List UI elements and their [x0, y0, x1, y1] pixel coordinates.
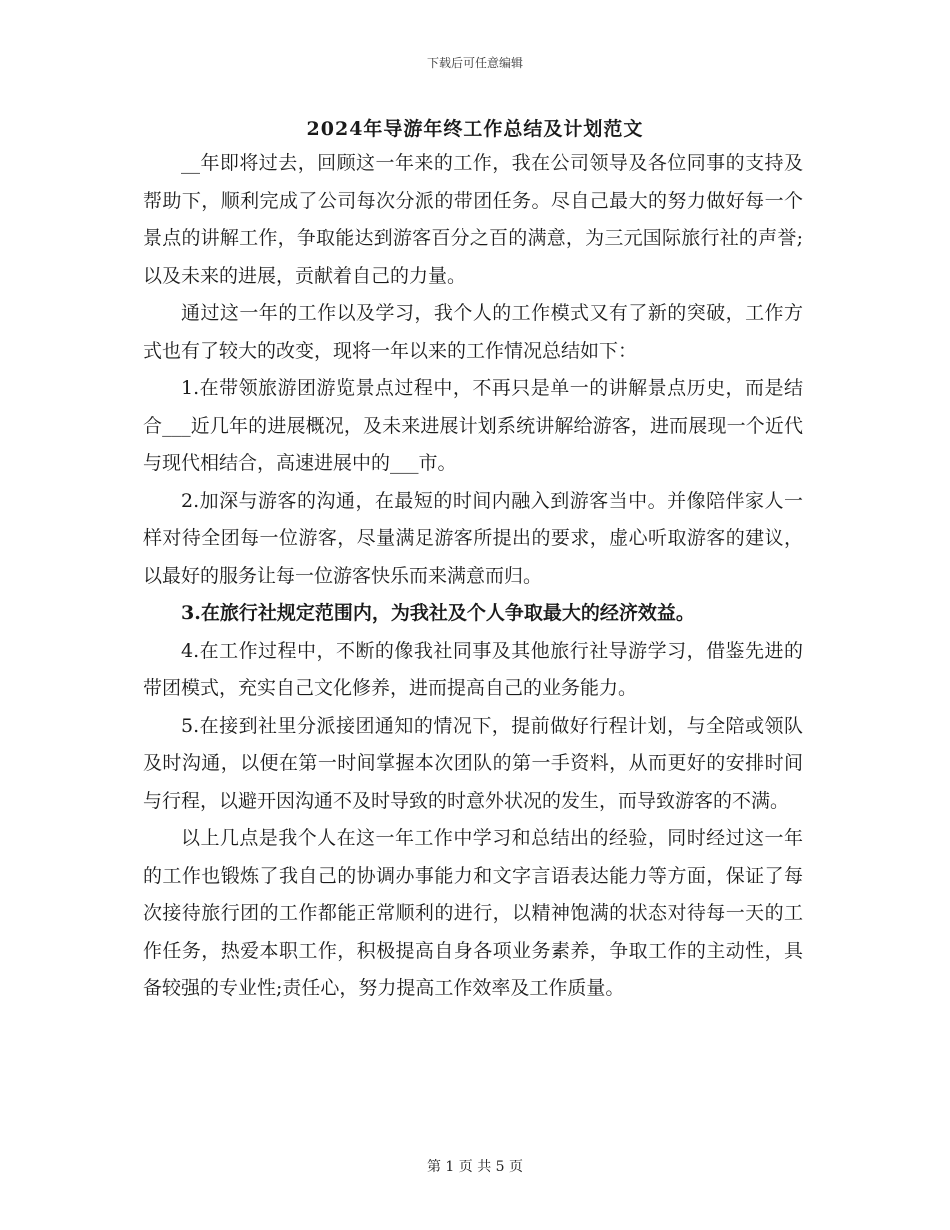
page-header-note: 下载后可任意编辑	[426, 56, 523, 70]
paragraph: 5.在接到社里分派接团通知的情况下，提前做好行程计划，与全陪或领队及时沟通，以便在第一时间掌握本次团队的第一手资料，从而更好的安排时间与行程，以避开因沟通不及时导致的时意外状况的发生，而导致游客的不满。	[143, 714, 803, 812]
document-title: 2024年导游年终工作总结及计划范文	[306, 118, 644, 140]
paragraph: __年即将过去，回顾这一年来的工作，我在公司领导及各位同事的支持及帮助下，顺利完成了公司每次分派的带团任务。尽自己最大的努力做好每一个景点的讲解工作，争取能达到游客百分之百的满意，为三元国际旅行社的声誉;以及未来的进展，贡献着自己的力量。	[143, 152, 803, 287]
paragraph-bold: 3.在旅行社规定范围内，为我社及个人争取最大的经济效益。	[181, 602, 695, 624]
paragraph: 通过这一年的工作以及学习，我个人的工作模式又有了新的突破，工作方式也有了较大的改变，现将一年以来的工作情况总结如下：	[143, 302, 803, 362]
paragraph: 以上几点是我个人在这一年工作中学习和总结出的经验，同时经过这一年的工作也锻炼了我自己的协调办事能力和文字言语表达能力等方面，保证了每次接待旅行团的工作都能正常顺利的进行，以精神饱满的状态对待每一天的工作任务，热爱本职工作，积极提高自身各项业务素养，争取工作的主动性，具备较强的专业性;责任心，努力提高工作效率及工作质量。	[143, 827, 803, 999]
page-number: 第 1 页 共 5 页	[426, 1159, 524, 1175]
document-body	[143, 145, 803, 1008]
paragraph: 2.加深与游客的沟通，在最短的时间内融入到游客当中。并像陪伴家人一样对待全团每一位游客，尽量满足游客所提出的要求，虚心听取游客的建议，以最好的服务让每一位游客快乐而来满意而归。	[143, 489, 803, 587]
paragraph: 1.在带领旅游团游览景点过程中，不再只是单一的讲解景点历史，而是结合___近几年的进展概况，及未来进展计划系统讲解给游客，进而展现一个近代与现代相结合，高速进展中的___市。	[143, 377, 803, 474]
paragraph: 4.在工作过程中，不断的像我社同事及其他旅行社导游学习，借鉴先进的带团模式，充实自己文化修养，进而提高自己的业务能力。	[143, 639, 803, 699]
